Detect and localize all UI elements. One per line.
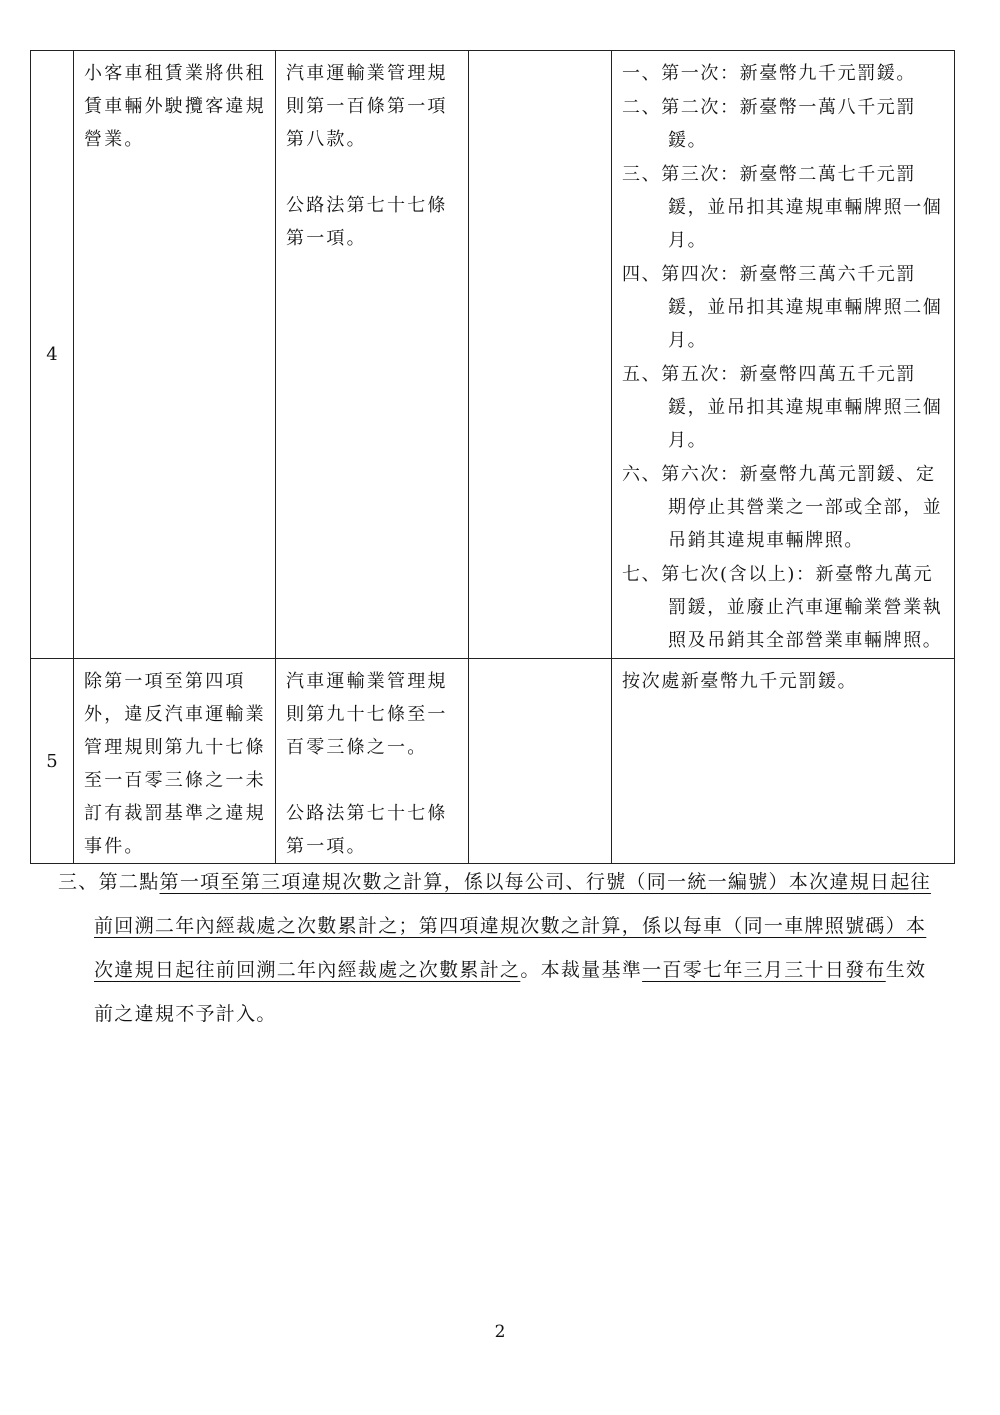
remark-cell [469,51,612,659]
penalty-line: 期停止其營業之一部或全部，並 [668,497,943,518]
penalty-line: 二、第二次：新臺幣一萬八千元罰 [622,97,916,118]
note-line [58,904,938,948]
penalty-item [622,258,946,357]
row-number-cell: 5 [31,659,74,864]
violation-line: 營業。 [84,129,145,150]
amended-text: 一百零七年三月三十日發布 [642,959,886,981]
penalty-item [622,458,946,557]
penalty-line: 按次處新臺幣九千元罰鍰。 [622,671,858,692]
penalty-line: 鍰。 [668,130,708,151]
penalty-item [622,91,946,157]
penalty-line: 六、第六次：新臺幣九萬元罰鍰、定 [622,464,936,485]
note-line [58,992,938,1036]
penalty-line: 月。 [668,230,708,251]
violation-line: 至一百零三條之一未 [84,770,266,791]
row-number-cell: 4 [31,51,74,659]
penalty-item [622,665,946,698]
penalty-line: 照及吊銷其全部營業車輛牌照。 [668,630,943,651]
penalty-line: 月。 [668,430,708,451]
legal-basis-line: 則第一百條第一項 [286,96,448,117]
amended-text: 第一項至第三項違規次數之計算，係以每公司、行號（同一統一編號）本次違規日起往 [159,871,931,893]
paragraph-gap [286,156,460,189]
note-text: 。本裁量基準 [520,959,643,981]
remark-cell [469,659,612,864]
penalty-item [622,358,946,457]
amended-text: 前回溯二年內經裁處之次數累計之；第四項違規次數之計算，係以每車（同一車牌照號碼）本 [94,915,927,937]
note-paragraph [58,860,938,1036]
violation-line: 訂有裁罰基準之違規 [84,803,266,824]
page-number: 2 [494,1322,506,1342]
penalty-line: 三、第三次：新臺幣二萬七千元罰 [622,164,916,185]
legal-basis-line: 汽車運輸業管理規 [286,63,448,84]
legal-basis-line: 汽車運輸業管理規 [286,671,448,692]
legal-basis-line: 第一項。 [286,836,367,857]
note-line [58,948,938,992]
amended-text: 次違規日起往前回溯二年內經裁處之次數累計之 [94,959,521,981]
violation-line: 賃車輛外駛攬客違規 [84,96,266,117]
violation-line: 管理規則第九十七條 [84,737,266,758]
penalty-line: 七、第七次(含以上)：新臺幣九萬元 [622,564,934,585]
penalty-cell [612,51,955,659]
legal-basis-line: 則第九十七條至一 [286,704,448,725]
penalty-line: 吊銷其違規車輛牌照。 [668,530,864,551]
table-row [31,51,955,659]
legal-basis-cell [276,51,469,659]
penalty-line: 四、第四次：新臺幣三萬六千元罰 [622,264,916,285]
legal-basis-line: 第八款。 [286,129,367,150]
legal-basis-line: 第一項。 [286,228,367,249]
note-line [58,860,938,904]
penalty-table [30,50,955,864]
violation-cell [74,659,276,864]
penalty-line: 月。 [668,330,708,351]
penalty-item [622,57,946,90]
penalty-line: 一、第一次：新臺幣九千元罰鍰。 [622,63,916,84]
penalty-table-body [31,51,955,864]
note-text: 生效 [885,959,927,981]
violation-line: 小客車租賃業將供租 [84,63,266,84]
note-text: 三、第二點 [58,871,160,893]
legal-basis-line: 公路法第七十七條 [286,803,448,824]
violation-line: 外，違反汽車運輸業 [84,704,266,725]
table-row [31,659,955,864]
violation-line: 除第一項至第四項 [84,671,246,692]
legal-basis-line: 公路法第七十七條 [286,195,448,216]
penalty-line: 五、第五次：新臺幣四萬五千元罰 [622,364,916,385]
penalty-line: 鍰，並吊扣其違規車輛牌照一個 [668,197,943,218]
paragraph-gap [286,764,460,797]
violation-cell [74,51,276,659]
legal-basis-line: 百零三條之一。 [286,737,428,758]
note-text: 前之違規不予計入。 [94,1003,277,1025]
penalty-line: 罰鍰，並廢止汽車運輸業營業執 [668,597,943,618]
violation-line: 事件。 [84,836,145,857]
penalty-item [622,158,946,257]
penalty-line: 鍰，並吊扣其違規車輛牌照三個 [668,397,943,418]
penalty-line: 鍰，並吊扣其違規車輛牌照二個 [668,297,943,318]
penalty-cell [612,659,955,864]
penalty-item [622,558,946,657]
legal-basis-cell [276,659,469,864]
